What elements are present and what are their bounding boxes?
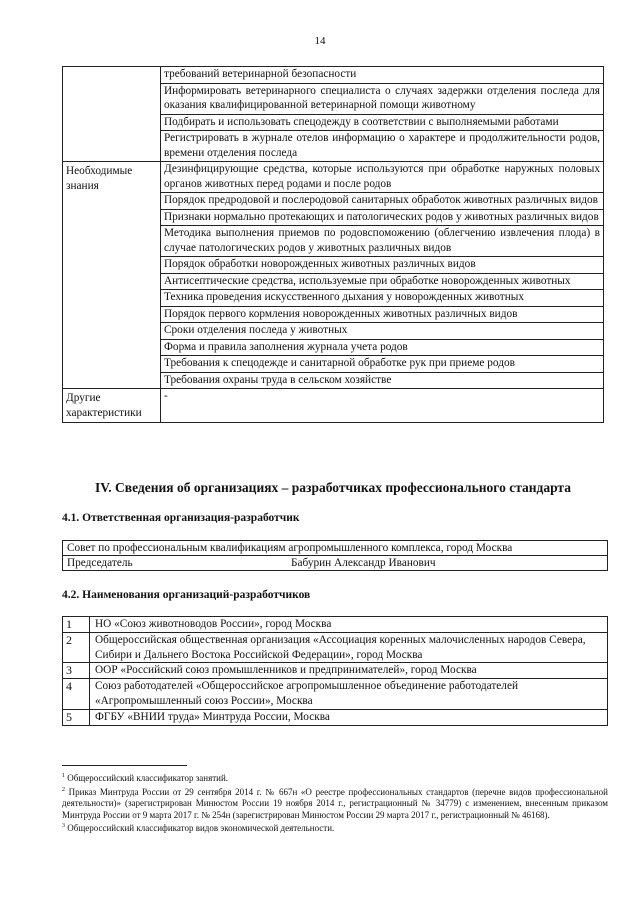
table-row: [63, 67, 604, 84]
knowledge-item: Порядок первого кормления новорожденных животных различных видов: [161, 306, 604, 323]
knowledge-item: Форма и правила заполнения журнала учета родов: [161, 339, 604, 356]
responsible-org-name: Совет по профессиональным квалификациям агропромышленного комплекса, город Москва: [63, 541, 608, 556]
section-iv-title: IV. Сведения об организациях – разработчиках профессионального стандарта: [95, 480, 571, 495]
knowledge-item: Антисептические средства, используемые при обработке новорожденных животных: [161, 273, 604, 290]
table-row: [63, 556, 608, 571]
requirement-item: Информировать ветеринарного специалиста о случаях задержки отделения последа для оказания квалифицированной ветеринарной помощи животному: [161, 83, 604, 114]
org-number: 2: [63, 632, 90, 663]
knowledge-item: Методика выполнения приемов по родовспоможению (облегчению извлечения плода) в случае патологических родов у животных различных видов: [161, 226, 604, 257]
responsible-org-table: [62, 540, 608, 571]
footnote: [62, 821, 608, 835]
footnote-mark: 1: [62, 773, 65, 779]
footnote-mark: 2: [62, 786, 65, 793]
responsible-org-title: 4.1. Ответственная организация-разработчик: [62, 512, 300, 524]
knowledge-item: Требования к спецодежде и санитарной обработке рук при приеме родов: [161, 356, 604, 373]
org-name: Общероссийская общественная организация «Ассоциация коренных малочисленных народов Севера, Сибири и Дальнего Востока Российской Федерации», город Москва: [90, 632, 608, 663]
knowledge-label: Необходимые знания: [63, 162, 161, 389]
requirement-item: Регистрировать в журнале отелов информацию о характере и продолжительности родов, времени отделения последа: [161, 131, 604, 162]
footnote-text: Приказ Минтруда России от 29 сентября 2014 г. № 667н «О реестре профессиональных стандартов (перечне видов профессиональной деятельности)» (зарегистрирован Минюстом России 19 ноября 2014 г., регистрационный № 34779) с изменением, внесенным приказом Минтруда России от 9 марта 2017 г. № 254н (зарегистрирован Минюстом России 29 марта 2017 г., регистрационный № 46168).: [62, 786, 608, 820]
table-row: [63, 541, 608, 556]
org-name: Союз работодателей «Общероссийское агропромышленное объединение работодателей «Агропромышленный союз России», Москва: [90, 679, 608, 710]
footnote: [62, 771, 608, 785]
org-number: 4: [63, 679, 90, 710]
table-row: [63, 389, 604, 423]
chairman-cell: [63, 556, 608, 571]
table-row: [63, 632, 608, 663]
table-row: [63, 162, 604, 193]
requirement-item: требований ветеринарной безопасности: [161, 67, 604, 84]
footnote-text: Общероссийский классификатор занятий.: [65, 773, 229, 783]
knowledge-item: Сроки отделения последа у животных: [161, 323, 604, 340]
knowledge-item: Техника проведения искусственного дыхания у новорожденных животных: [161, 290, 604, 307]
knowledge-item: Требования охраны труда в сельском хозяйстве: [161, 372, 604, 389]
org-name: НО «Союз животноводов России», город Москва: [90, 617, 608, 633]
requirement-item: Подбирать и использовать спецодежду в соответствии с выполняемыми работами: [161, 114, 604, 131]
table-row: [63, 709, 608, 725]
org-number: 3: [63, 663, 90, 679]
knowledge-item: Порядок обработки новорожденных животных различных видов: [161, 257, 604, 274]
requirements-table: [62, 66, 604, 423]
footnotes: [62, 771, 608, 835]
developer-orgs-table: [62, 616, 608, 726]
footnote-divider: [62, 765, 187, 766]
other-characteristics-label: Другие характеристики: [63, 389, 161, 423]
knowledge-item: Порядок предродовой и послеродовой санитарных обработок животных различных видов: [161, 193, 604, 210]
knowledge-item: Дезинфицирующие средства, которые используются при обработке наружных половых органов животных перед родами и после родов: [161, 162, 604, 193]
knowledge-item: Признаки нормально протекающих и патологических родов у животных различных видов: [161, 209, 604, 226]
page-number: 14: [314, 35, 326, 47]
org-name: ООР «Российский союз промышленников и предпринимателей», город Москва: [90, 663, 608, 679]
empty-label-cell: [63, 67, 161, 162]
table-row: [63, 617, 608, 633]
chairman-role: Председатель: [67, 557, 133, 569]
chairman-name: Бабурин Александр Иванович: [291, 557, 436, 569]
org-name: ФГБУ «ВНИИ труда» Минтруда России, Москва: [90, 709, 608, 725]
org-number: 5: [63, 709, 90, 725]
footnote-text: Общероссийский классификатор видов экономической деятельности.: [65, 823, 335, 834]
table-row: [63, 679, 608, 710]
footnote: [62, 785, 608, 822]
developer-orgs-title: 4.2. Наименования организаций-разработчиков: [62, 589, 311, 601]
footnote-mark: 3: [62, 823, 65, 830]
org-number: 1: [63, 617, 90, 633]
other-characteristics-value: -: [161, 389, 604, 423]
table-row: [63, 663, 608, 679]
